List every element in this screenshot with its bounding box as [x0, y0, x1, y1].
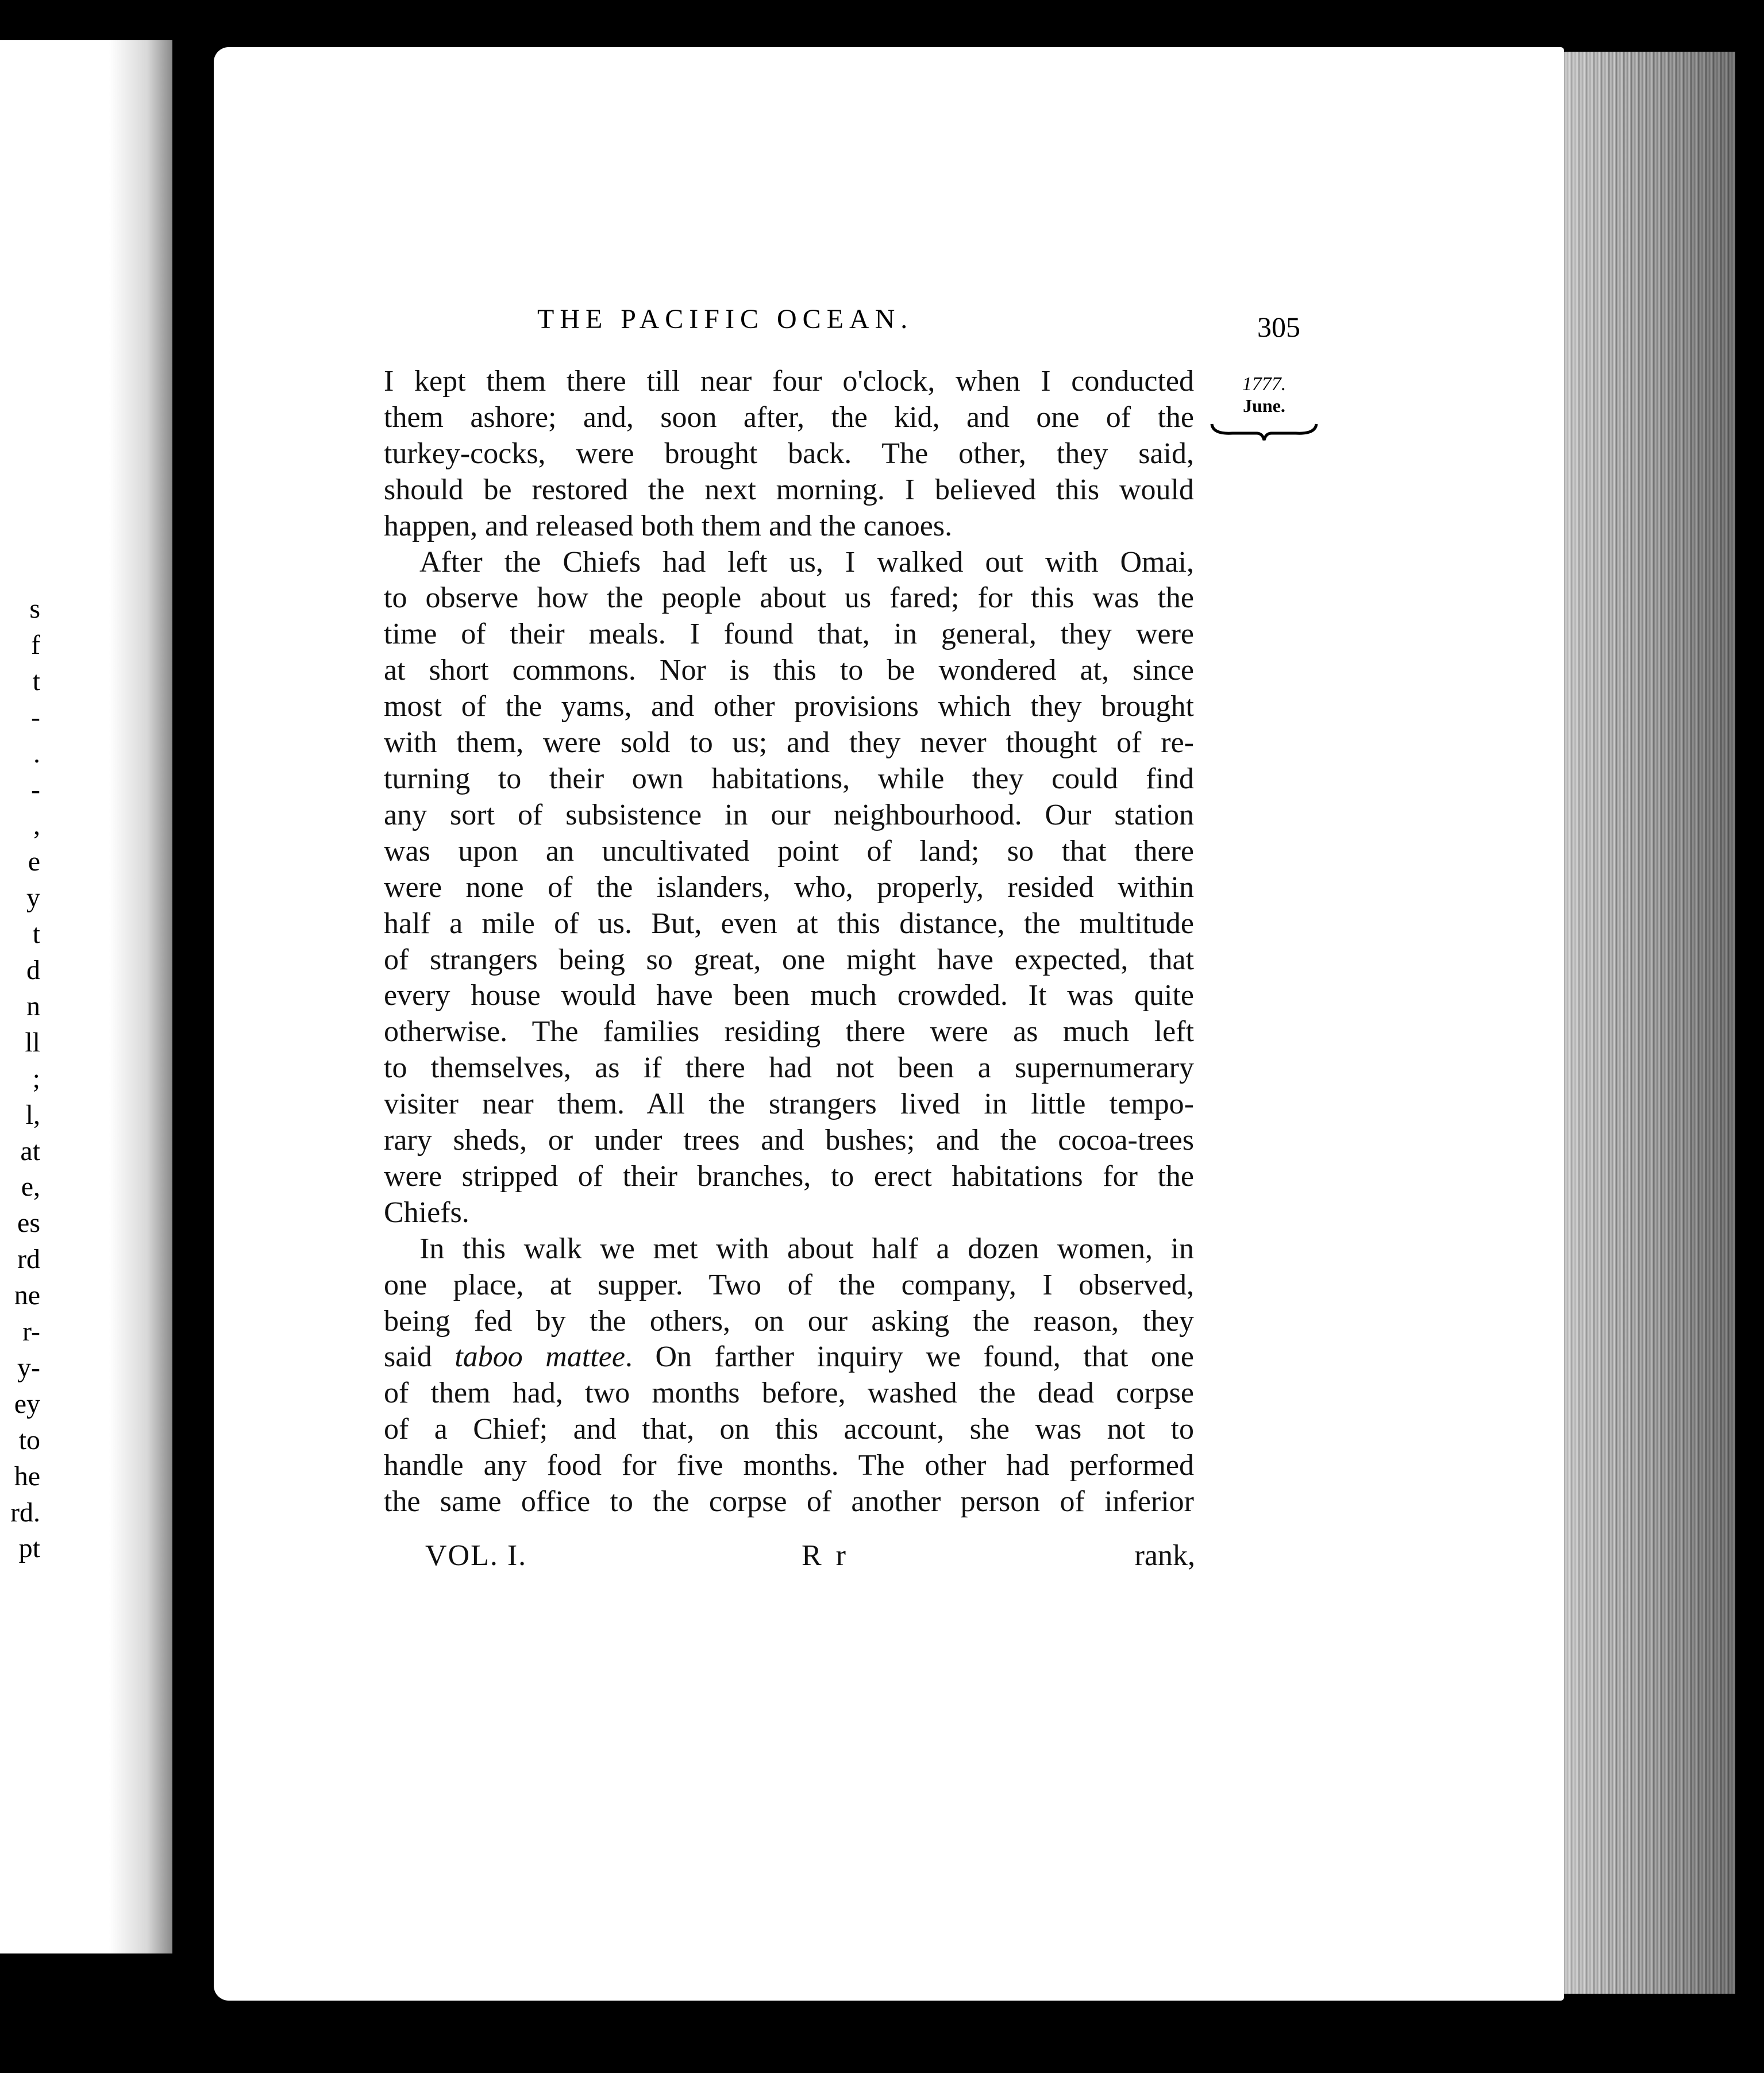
left-page-fragment: s: [29, 594, 40, 624]
paragraph-2: [384, 545, 1194, 1231]
paragraph-3: [384, 1231, 1194, 1520]
text-line: them ashore; and, soon after, the kid, and one of the: [384, 400, 1194, 434]
text-line: happen, and released both them and the canoes.: [384, 509, 953, 542]
left-page-fragment: e: [28, 846, 40, 877]
text-line: turning to their own habitations, while they could find: [384, 762, 1194, 795]
text-line: I kept them there till near four o'clock, when I conducted: [384, 365, 1194, 398]
left-page-fragment: l,: [25, 1099, 40, 1130]
text-line: In this walk we met with about half a dozen women, in: [419, 1232, 1194, 1265]
text-line: to themselves, as if there had not been a supernumerary: [384, 1051, 1194, 1085]
left-page-fragment: pt: [18, 1533, 40, 1564]
text-line: Chiefs.: [384, 1196, 469, 1229]
left-page-fragment: n: [26, 991, 40, 1022]
margin-month: June.: [1243, 395, 1285, 416]
text-line: of them had, two months before, washed the dead corpse: [384, 1377, 1194, 1410]
text-line: to observe how the people about us fared; for this was the: [384, 581, 1194, 615]
text-line: with them, were sold to us; and they never thought of re-: [384, 726, 1194, 760]
text-segment: said: [384, 1340, 455, 1374]
left-page-fragment: -: [31, 774, 40, 805]
text-line: were none of the islanders, who, properly, resided within: [384, 870, 1194, 904]
margin-date-note: [1207, 373, 1322, 416]
running-head: THE PACIFIC OCEAN.: [537, 304, 914, 334]
text-segment: . On farther inquiry we found, that one: [625, 1340, 1194, 1374]
text-line: After the Chiefs had left us, I walked out with Omai,: [419, 545, 1194, 579]
gutter-shadow: [109, 40, 172, 1953]
left-page-fragment: d: [26, 955, 40, 985]
left-page-fragment: f: [31, 629, 40, 660]
left-page-fragment: r-: [22, 1316, 40, 1347]
left-page-fragment: -: [31, 702, 40, 733]
left-page-fragment: ll: [25, 1027, 40, 1058]
text-line: should be restored the next morning. I believed this would: [384, 473, 1194, 506]
left-page-fragment: he: [14, 1461, 40, 1492]
text-line: time of their meals. I found that, in general, they were: [384, 618, 1194, 651]
left-page-fragment: ne: [14, 1280, 40, 1311]
signature-mark: R r: [802, 1539, 849, 1572]
volume-mark: VOL. I.: [425, 1539, 527, 1572]
text-line: visiter near them. All the strangers lived in little tempo-: [384, 1088, 1194, 1121]
text-line: was upon an uncultivated point of land; so that there: [384, 834, 1194, 868]
text-line: rary sheds, or under trees and bushes; and the cocoa-trees: [384, 1124, 1194, 1157]
text-line: at short commons. Nor is this to be wondered at, since: [384, 654, 1194, 687]
left-page-fragment: es: [17, 1208, 40, 1239]
paragraph-1: [384, 364, 1194, 545]
text-line: most of the yams, and other provisions which they brought: [384, 690, 1194, 723]
left-page-fragment: t: [32, 665, 40, 696]
left-page-fragment: .: [33, 738, 40, 769]
left-page-fragment: y-: [17, 1352, 40, 1383]
text-line: of strangers being so great, one might have expected, that: [384, 943, 1194, 976]
left-page-fragment: rd: [17, 1244, 40, 1275]
page-number: 305: [1257, 311, 1300, 343]
left-page-fragment: ,: [33, 810, 40, 841]
left-page-fragment: t: [32, 919, 40, 950]
text-line: handle any food for five months. The other had performed: [384, 1449, 1194, 1482]
text-line: one place, at supper. Two of the company, I observed,: [384, 1268, 1194, 1301]
text-line: the same office to the corpse of another person of inferior: [384, 1485, 1194, 1519]
italic-phrase: taboo mattee: [455, 1340, 625, 1374]
margin-brace-icon: [1210, 419, 1319, 442]
left-page-fragment: ey: [14, 1388, 40, 1419]
left-page-fragment: y: [26, 883, 40, 914]
left-page-fragment: ;: [32, 1063, 40, 1094]
text-line: half a mile of us. But, even at this distance, the multitude: [384, 907, 1194, 940]
left-page-fragment: e,: [21, 1172, 40, 1203]
catchword: rank,: [1134, 1539, 1195, 1572]
left-page-fragment: rd.: [10, 1497, 40, 1528]
text-line-with-italic: [384, 1339, 1194, 1375]
text-line: otherwise. The families residing there were as much left: [384, 1015, 1194, 1049]
text-line: turkey-cocks, were brought back. The other, they said,: [384, 437, 1194, 470]
margin-year: 1777.: [1242, 373, 1287, 395]
text-line: being fed by the others, on our asking the reason, they: [384, 1304, 1194, 1338]
text-line: any sort of subsistence in our neighbourhood. Our station: [384, 798, 1194, 831]
text-line: were stripped of their branches, to erect habitations for the: [384, 1159, 1194, 1193]
left-page-fragment: at: [20, 1135, 40, 1166]
text-line: every house would have been much crowded. It was quite: [384, 979, 1194, 1012]
page-footer: [425, 1539, 1195, 1575]
body-text: [384, 364, 1194, 1520]
left-facing-page: [0, 40, 172, 1953]
left-page-line-ends: [0, 40, 40, 1953]
left-page-fragment: to: [18, 1424, 40, 1455]
text-line: of a Chief; and that, on this account, she was not to: [384, 1413, 1194, 1446]
page-fore-edge: [1546, 52, 1735, 1994]
